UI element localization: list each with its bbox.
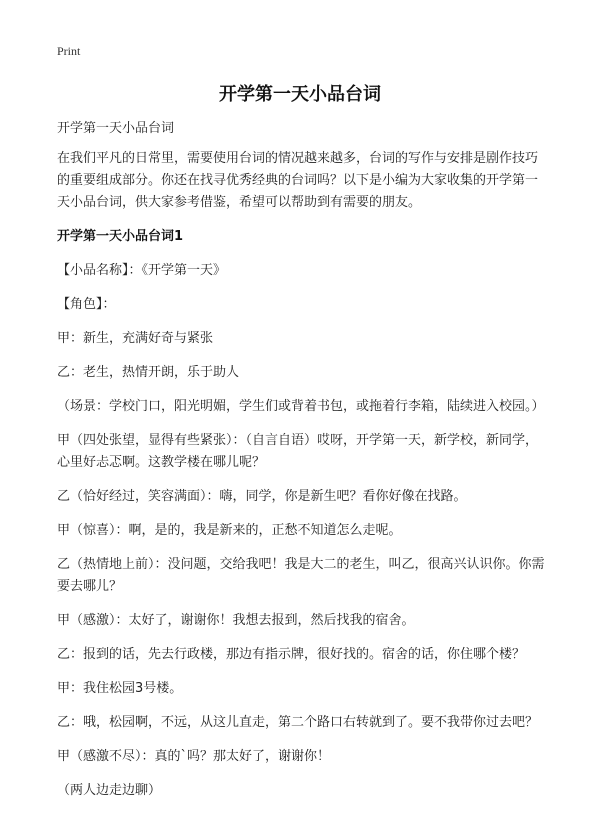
article-subtitle: 开学第一天小品台词 (57, 121, 175, 136)
script-line: 乙（恰好经过，笑容满面）：嗨，同学，你是新生吧？看你好像在找路。 (57, 489, 467, 504)
script-line-skit-name: 【小品名称】：《开学第一天》 (57, 263, 227, 278)
print-link[interactable]: Print (57, 44, 81, 58)
script-line-role-yi: 乙：老生，热情开朗，乐于助人 (57, 365, 240, 380)
script-line-roles-label: 【角色】： (57, 297, 116, 312)
article-body (57, 118, 547, 814)
script-line: 乙：报到的话，先去行政楼，那边有指示牌，很好找的。宿舍的话，你住哪个楼？ (57, 647, 526, 662)
script-line: 甲（四处张望，显得有些紧张）：（自言自语）哎呀，开学第一天，新学校，新同学，心里好忐忑啊。这教学楼在哪儿呢？ (57, 433, 539, 470)
script-line: 甲（感激不尽）：真的`吗？那太好了，谢谢你！ (57, 749, 331, 764)
section-heading: 开学第一天小品台词1 (57, 229, 184, 244)
script-line: 甲（感激）：太好了，谢谢你！我想去报到，然后找我的宿舍。 (57, 613, 415, 628)
script-line: 乙（热情地上前）：没问题，交给我吧！我是大二的老生，叫乙，很高兴认识你。你需要去哪儿？ (57, 557, 545, 594)
script-line: 乙：哦，松园啊，不远，从这儿直走，第二个路口右转就到了。要不我带你过去吧？ (57, 715, 539, 730)
script-line-role-jia: 甲：新生，充满好奇与紧张 (57, 331, 214, 346)
script-line: 甲：我住松园3号楼。 (57, 681, 183, 696)
document-title: 开学第一天小品台词 (219, 84, 381, 105)
stage-direction: （两人边走边聊） (57, 783, 162, 798)
script-line: 甲（惊喜）：啊，是的，我是新来的，正愁不知道怎么走呢。 (57, 523, 402, 538)
script-line-scene: （场景：学校门口，阳光明媚，学生们或背着书包，或拖着行李箱，陆续进入校园。） (57, 399, 545, 414)
intro-paragraph: 在我们平凡的日常里，需要使用台词的情况越来越多，台词的写作与安排是剧作技巧的重要组成部分。你还在找寻优秀经典的台词吗？以下是小编为大家收集的开学第一天小品台词，供大家参考借鉴，希望可以帮助到有需要的朋友。 (57, 151, 539, 210)
